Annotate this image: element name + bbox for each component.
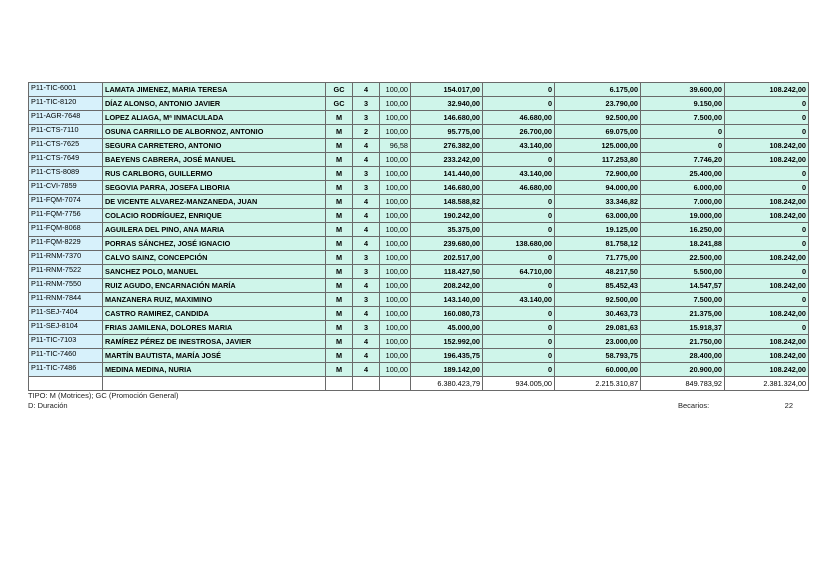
table-row xyxy=(29,181,809,195)
tipo-cell xyxy=(326,377,353,391)
tipo-cell: M xyxy=(326,153,353,167)
amount-c-cell: 7.000,00 xyxy=(641,195,725,209)
table-row xyxy=(29,265,809,279)
duracion-cell: 4 xyxy=(353,223,380,237)
table-row xyxy=(29,349,809,363)
percent-cell: 100,00 xyxy=(380,251,411,265)
percent-cell: 100,00 xyxy=(380,209,411,223)
amount-d-cell: 108.242,00 xyxy=(725,335,809,349)
amount-c-cell: 25.400,00 xyxy=(641,167,725,181)
tipo-cell: M xyxy=(326,139,353,153)
researcher-name-cell: RUS CARLBORG, GUILLERMO xyxy=(103,167,326,181)
duracion-cell: 3 xyxy=(353,251,380,265)
amount-c-cell: 39.600,00 xyxy=(641,83,725,97)
amount-a-cell: 0 xyxy=(483,335,555,349)
project-code-cell: P11-CTS-7110 xyxy=(29,125,103,139)
amount-c-cell: 9.150,00 xyxy=(641,97,725,111)
becarios-label: Becarios: xyxy=(678,401,710,410)
amount-d-cell: 108.242,00 xyxy=(725,307,809,321)
project-code-cell: P11-CTS-7649 xyxy=(29,153,103,167)
duracion-cell: 4 xyxy=(353,349,380,363)
duracion-legend: D: Duración xyxy=(28,401,68,410)
percent-cell: 100,00 xyxy=(380,167,411,181)
table-row xyxy=(29,237,809,251)
amount-c-cell: 16.250,00 xyxy=(641,223,725,237)
amount-d-cell: 108.242,00 xyxy=(725,363,809,377)
amount-d-cell: 0 xyxy=(725,237,809,251)
tipo-cell: M xyxy=(326,265,353,279)
duracion-cell: 3 xyxy=(353,181,380,195)
duracion-cell: 4 xyxy=(353,237,380,251)
researcher-name-cell: PORRAS SÁNCHEZ, JOSÉ IGNACIO xyxy=(103,237,326,251)
amount-a-cell: 0 xyxy=(483,209,555,223)
amount-a-cell: 0 xyxy=(483,307,555,321)
percent-cell: 100,00 xyxy=(380,363,411,377)
percent-cell: 100,00 xyxy=(380,125,411,139)
total-amount-cell: 233.242,00 xyxy=(411,153,483,167)
amount-a-cell: 0 xyxy=(483,251,555,265)
tipo-cell: M xyxy=(326,195,353,209)
amount-b-cell: 92.500,00 xyxy=(555,293,641,307)
total-amount-cell: 45.000,00 xyxy=(411,321,483,335)
researcher-name-cell: SANCHEZ POLO, MANUEL xyxy=(103,265,326,279)
duracion-cell: 4 xyxy=(353,139,380,153)
tipo-legend: TIPO: M (Motrices); GC (Promoción General) xyxy=(28,391,179,400)
amount-a-cell: 0 xyxy=(483,279,555,293)
percent-cell: 100,00 xyxy=(380,237,411,251)
amount-d-cell: 108.242,00 xyxy=(725,251,809,265)
table-row xyxy=(29,153,809,167)
amount-a-cell: 64.710,00 xyxy=(483,265,555,279)
totals-row xyxy=(29,377,809,391)
amount-b-cell: 94.000,00 xyxy=(555,181,641,195)
total-amount-cell: 239.680,00 xyxy=(411,237,483,251)
duracion-cell: 4 xyxy=(353,83,380,97)
table-row xyxy=(29,209,809,223)
amount-d-cell: 108.242,00 xyxy=(725,195,809,209)
amount-b-cell: 72.900,00 xyxy=(555,167,641,181)
project-code-cell: P11-TIC-7103 xyxy=(29,335,103,349)
total-amount-cell: 154.017,00 xyxy=(411,83,483,97)
researcher-name-cell: LOPEZ ALIAGA, Mª INMACULADA xyxy=(103,111,326,125)
amount-c-cell: 21.375,00 xyxy=(641,307,725,321)
amount-d-cell: 0 xyxy=(725,293,809,307)
researcher-name-cell: SEGOVIA PARRA, JOSEFA LIBORIA xyxy=(103,181,326,195)
percent-cell: 100,00 xyxy=(380,321,411,335)
researcher-name-cell: AGUILERA DEL PINO, ANA MARIA xyxy=(103,223,326,237)
project-code-cell: P11-TIC-6001 xyxy=(29,83,103,97)
amount-c-cell: 7.500,00 xyxy=(641,111,725,125)
duracion-cell: 2 xyxy=(353,125,380,139)
researcher-name-cell: SEGURA CARRETERO, ANTONIO xyxy=(103,139,326,153)
percent-cell: 100,00 xyxy=(380,279,411,293)
duracion-cell: 4 xyxy=(353,279,380,293)
amount-c-cell: 14.547,57 xyxy=(641,279,725,293)
amount-b-cell: 92.500,00 xyxy=(555,111,641,125)
tipo-cell: GC xyxy=(326,83,353,97)
project-code-cell: P11-RNM-7370 xyxy=(29,251,103,265)
table-row xyxy=(29,251,809,265)
total-amount-cell: 35.375,00 xyxy=(411,223,483,237)
duracion-cell: 4 xyxy=(353,335,380,349)
researcher-name-cell: RUIZ AGUDO, ENCARNACIÓN MARÍA xyxy=(103,279,326,293)
amount-b-cell: 58.793,75 xyxy=(555,349,641,363)
researcher-name-cell: RAMÍREZ PÉREZ DE INESTROSA, JAVIER xyxy=(103,335,326,349)
total-amount-cell: 6.380.423,79 xyxy=(411,377,483,391)
amount-c-cell: 19.000,00 xyxy=(641,209,725,223)
tipo-cell: M xyxy=(326,307,353,321)
tipo-cell: M xyxy=(326,209,353,223)
amount-a-cell: 0 xyxy=(483,321,555,335)
table-row xyxy=(29,363,809,377)
amount-d-cell: 108.242,00 xyxy=(725,279,809,293)
project-code-cell: P11-RNM-7844 xyxy=(29,293,103,307)
project-code-cell: P11-FQM-8068 xyxy=(29,223,103,237)
amount-b-cell: 85.452,43 xyxy=(555,279,641,293)
amount-a-cell: 43.140,00 xyxy=(483,167,555,181)
project-code-cell xyxy=(29,377,103,391)
total-amount-cell: 118.427,50 xyxy=(411,265,483,279)
amount-a-cell: 138.680,00 xyxy=(483,237,555,251)
project-code-cell: P11-CTS-8089 xyxy=(29,167,103,181)
total-amount-cell: 202.517,00 xyxy=(411,251,483,265)
amount-c-cell: 6.000,00 xyxy=(641,181,725,195)
amount-a-cell: 26.700,00 xyxy=(483,125,555,139)
amount-c-cell: 15.918,37 xyxy=(641,321,725,335)
total-amount-cell: 148.588,82 xyxy=(411,195,483,209)
percent-cell: 100,00 xyxy=(380,181,411,195)
amount-b-cell: 6.175,00 xyxy=(555,83,641,97)
tipo-cell: M xyxy=(326,293,353,307)
table-row xyxy=(29,223,809,237)
amount-b-cell: 2.215.310,87 xyxy=(555,377,641,391)
project-code-cell: P11-FQM-7074 xyxy=(29,195,103,209)
total-amount-cell: 190.242,00 xyxy=(411,209,483,223)
project-code-cell: P11-SEJ-8104 xyxy=(29,321,103,335)
amount-b-cell: 48.217,50 xyxy=(555,265,641,279)
amount-c-cell: 849.783,92 xyxy=(641,377,725,391)
total-amount-cell: 141.440,00 xyxy=(411,167,483,181)
amount-a-cell: 0 xyxy=(483,223,555,237)
percent-cell: 100,00 xyxy=(380,153,411,167)
amount-c-cell: 0 xyxy=(641,139,725,153)
amount-d-cell: 0 xyxy=(725,125,809,139)
duracion-cell: 4 xyxy=(353,195,380,209)
total-amount-cell: 160.080,73 xyxy=(411,307,483,321)
total-amount-cell: 208.242,00 xyxy=(411,279,483,293)
project-code-cell: P11-SEJ-7404 xyxy=(29,307,103,321)
amount-c-cell: 21.750,00 xyxy=(641,335,725,349)
amount-a-cell: 46.680,00 xyxy=(483,111,555,125)
percent-cell: 100,00 xyxy=(380,83,411,97)
total-amount-cell: 152.992,00 xyxy=(411,335,483,349)
amount-a-cell: 0 xyxy=(483,83,555,97)
amount-d-cell: 0 xyxy=(725,167,809,181)
researcher-name-cell: LAMATA JIMENEZ, MARIA TERESA xyxy=(103,83,326,97)
total-amount-cell: 32.940,00 xyxy=(411,97,483,111)
table-row xyxy=(29,139,809,153)
duracion-cell: 3 xyxy=(353,321,380,335)
amount-c-cell: 7.746,20 xyxy=(641,153,725,167)
percent-cell: 96,58 xyxy=(380,139,411,153)
amount-d-cell: 0 xyxy=(725,265,809,279)
amount-b-cell: 29.081,63 xyxy=(555,321,641,335)
researcher-name-cell: MARTÍN BAUTISTA, MARÍA JOSÉ xyxy=(103,349,326,363)
amount-a-cell: 0 xyxy=(483,195,555,209)
percent-cell: 100,00 xyxy=(380,307,411,321)
table-row xyxy=(29,279,809,293)
amount-b-cell: 23.790,00 xyxy=(555,97,641,111)
project-code-cell: P11-TIC-8120 xyxy=(29,97,103,111)
amount-d-cell: 108.242,00 xyxy=(725,153,809,167)
amount-d-cell: 108.242,00 xyxy=(725,83,809,97)
becarios-value: 22 xyxy=(784,401,793,410)
tipo-cell: M xyxy=(326,223,353,237)
total-amount-cell: 276.382,00 xyxy=(411,139,483,153)
amount-b-cell: 69.075,00 xyxy=(555,125,641,139)
amount-b-cell: 71.775,00 xyxy=(555,251,641,265)
project-code-cell: P11-FQM-7756 xyxy=(29,209,103,223)
amount-b-cell: 60.000,00 xyxy=(555,363,641,377)
table-row xyxy=(29,97,809,111)
table-row xyxy=(29,83,809,97)
duracion-cell: 4 xyxy=(353,363,380,377)
amount-b-cell: 81.758,12 xyxy=(555,237,641,251)
amount-c-cell: 22.500,00 xyxy=(641,251,725,265)
amount-c-cell: 18.241,88 xyxy=(641,237,725,251)
project-code-cell: P11-CTS-7625 xyxy=(29,139,103,153)
percent-cell: 100,00 xyxy=(380,349,411,363)
amount-a-cell: 46.680,00 xyxy=(483,181,555,195)
project-code-cell: P11-FQM-8229 xyxy=(29,237,103,251)
total-amount-cell: 146.680,00 xyxy=(411,181,483,195)
researcher-name-cell: DÍAZ ALONSO, ANTONIO JAVIER xyxy=(103,97,326,111)
project-code-cell: P11-AGR-7648 xyxy=(29,111,103,125)
table-row xyxy=(29,167,809,181)
table-row xyxy=(29,293,809,307)
amount-a-cell: 43.140,00 xyxy=(483,139,555,153)
amount-b-cell: 63.000,00 xyxy=(555,209,641,223)
percent-cell: 100,00 xyxy=(380,293,411,307)
amount-b-cell: 117.253,80 xyxy=(555,153,641,167)
amount-b-cell: 19.125,00 xyxy=(555,223,641,237)
amount-d-cell: 108.242,00 xyxy=(725,349,809,363)
tipo-cell: GC xyxy=(326,97,353,111)
duracion-cell: 3 xyxy=(353,265,380,279)
project-code-cell: P11-RNM-7550 xyxy=(29,279,103,293)
researcher-name-cell: CALVO SAINZ, CONCEPCIÓN xyxy=(103,251,326,265)
amount-a-cell: 934.005,00 xyxy=(483,377,555,391)
percent-cell: 100,00 xyxy=(380,223,411,237)
amount-b-cell: 33.346,82 xyxy=(555,195,641,209)
tipo-cell: M xyxy=(326,349,353,363)
project-code-cell: P11-TIC-7460 xyxy=(29,349,103,363)
researcher-name-cell: DE VICENTE ALVAREZ-MANZANEDA, JUAN xyxy=(103,195,326,209)
percent-cell: 100,00 xyxy=(380,265,411,279)
tipo-cell: M xyxy=(326,181,353,195)
project-code-cell: P11-TIC-7486 xyxy=(29,363,103,377)
table-row xyxy=(29,111,809,125)
projects-table xyxy=(28,82,809,391)
table-row xyxy=(29,195,809,209)
tipo-cell: M xyxy=(326,251,353,265)
table-row xyxy=(29,335,809,349)
percent-cell: 100,00 xyxy=(380,97,411,111)
researcher-name-cell: BAEYENS CABRERA, JOSÉ MANUEL xyxy=(103,153,326,167)
amount-d-cell: 0 xyxy=(725,111,809,125)
researcher-name-cell: OSUNA CARRILLO DE ALBORNOZ, ANTONIO xyxy=(103,125,326,139)
researcher-name-cell: MEDINA MEDINA, NURIA xyxy=(103,363,326,377)
duracion-cell: 4 xyxy=(353,307,380,321)
amount-a-cell: 0 xyxy=(483,153,555,167)
amount-a-cell: 0 xyxy=(483,97,555,111)
amount-a-cell: 0 xyxy=(483,349,555,363)
amount-d-cell: 0 xyxy=(725,223,809,237)
tipo-cell: M xyxy=(326,279,353,293)
tipo-cell: M xyxy=(326,167,353,181)
amount-d-cell: 0 xyxy=(725,321,809,335)
amount-c-cell: 7.500,00 xyxy=(641,293,725,307)
amount-d-cell: 0 xyxy=(725,181,809,195)
total-amount-cell: 143.140,00 xyxy=(411,293,483,307)
researcher-name-cell: CASTRO RAMIREZ, CANDIDA xyxy=(103,307,326,321)
table-row xyxy=(29,307,809,321)
percent-cell: 100,00 xyxy=(380,335,411,349)
amount-c-cell: 0 xyxy=(641,125,725,139)
project-code-cell: P11-RNM-7522 xyxy=(29,265,103,279)
duracion-cell: 3 xyxy=(353,97,380,111)
tipo-cell: M xyxy=(326,321,353,335)
amount-b-cell: 30.463,73 xyxy=(555,307,641,321)
amount-c-cell: 20.900,00 xyxy=(641,363,725,377)
percent-cell: 100,00 xyxy=(380,111,411,125)
researcher-name-cell: FRIAS JAMILENA, DOLORES MARIA xyxy=(103,321,326,335)
amount-b-cell: 125.000,00 xyxy=(555,139,641,153)
tipo-cell: M xyxy=(326,125,353,139)
tipo-cell: M xyxy=(326,335,353,349)
total-amount-cell: 189.142,00 xyxy=(411,363,483,377)
amount-d-cell: 0 xyxy=(725,97,809,111)
researcher-name-cell: MANZANERA RUIZ, MAXIMINO xyxy=(103,293,326,307)
amount-c-cell: 28.400,00 xyxy=(641,349,725,363)
amount-c-cell: 5.500,00 xyxy=(641,265,725,279)
total-amount-cell: 95.775,00 xyxy=(411,125,483,139)
duracion-cell: 3 xyxy=(353,167,380,181)
total-amount-cell: 146.680,00 xyxy=(411,111,483,125)
duracion-cell: 3 xyxy=(353,293,380,307)
duracion-cell: 4 xyxy=(353,153,380,167)
amount-d-cell: 108.242,00 xyxy=(725,209,809,223)
amount-a-cell: 43.140,00 xyxy=(483,293,555,307)
amount-d-cell: 108.242,00 xyxy=(725,139,809,153)
amount-d-cell: 2.381.324,00 xyxy=(725,377,809,391)
researcher-name-cell xyxy=(103,377,326,391)
table-row xyxy=(29,321,809,335)
duracion-cell: 3 xyxy=(353,111,380,125)
tipo-cell: M xyxy=(326,237,353,251)
tipo-cell: M xyxy=(326,363,353,377)
duracion-cell xyxy=(353,377,380,391)
total-amount-cell: 196.435,75 xyxy=(411,349,483,363)
amount-a-cell: 0 xyxy=(483,363,555,377)
percent-cell: 100,00 xyxy=(380,195,411,209)
researcher-name-cell: COLACIO RODRÍGUEZ, ENRIQUE xyxy=(103,209,326,223)
project-code-cell: P11-CVI-7859 xyxy=(29,181,103,195)
amount-b-cell: 23.000,00 xyxy=(555,335,641,349)
duracion-cell: 4 xyxy=(353,209,380,223)
tipo-cell: M xyxy=(326,111,353,125)
percent-cell xyxy=(380,377,411,391)
table-row xyxy=(29,125,809,139)
